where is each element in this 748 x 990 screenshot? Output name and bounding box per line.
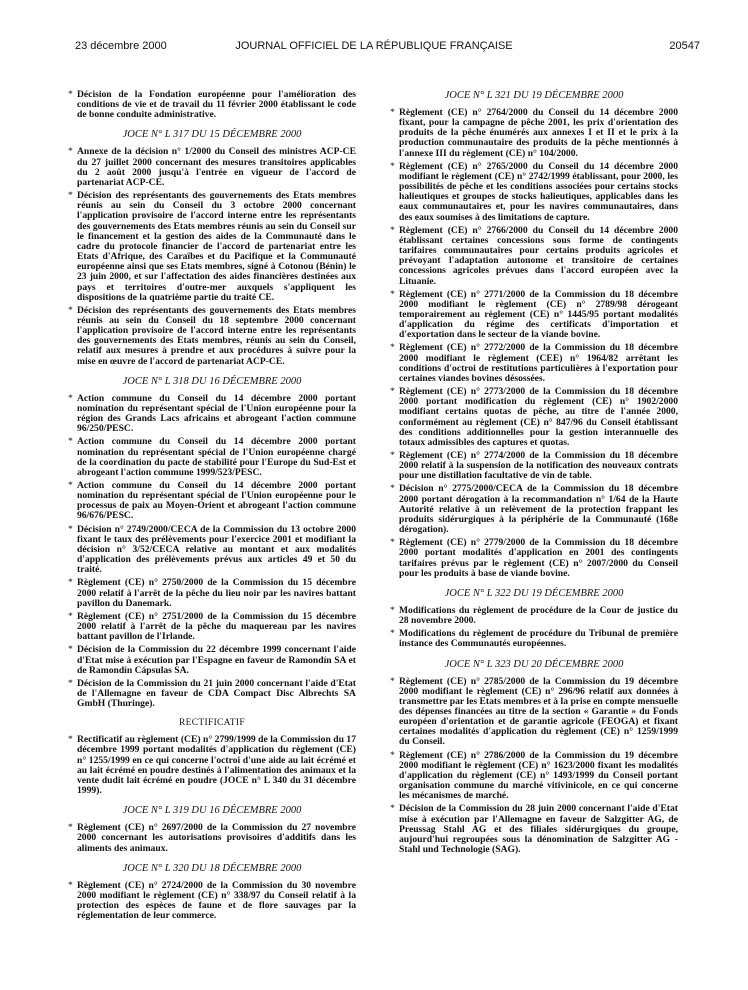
bullet-star-icon: * xyxy=(390,342,395,354)
section-heading: JOCE N° L 317 DU 15 DÉCEMBRE 2000 xyxy=(122,129,302,141)
section-heading: JOCE N° L 323 DU 20 DÉCEMBRE 2000 xyxy=(444,658,624,670)
bullet-star-icon: * xyxy=(68,644,73,656)
list-item: * Règlement (CE) n° 2785/2000 de la Commission du 19 décembre 2000 modifiant le règlement (CE) n° 296/96 relatif aux données à transmettre par les Etats membres et à la prise en compte mensuelle des dépenses financées au titre de la section « Garantie » du Fonds européen d'orientation et de garantie agricole (FEOGA) et fixant certaines modalités d'application du règlement (CE) n° 1259/1999 du Conseil. xyxy=(390,675,678,748)
list-item: * Règlement (CE) n° 2786/2000 de la Commission du 19 décembre 2000 modifiant le règlement (CE) n° 1623/2000 fixant les modalités d'application du règlement (CE) n° 1493/1999 du Conseil portant organisation commune du marché vitivinicole, en ce qui concerne les mécanismes de marché. xyxy=(390,749,678,802)
page-header xyxy=(0,40,748,56)
bullet-star-icon: * xyxy=(390,483,395,495)
right-column xyxy=(390,90,678,858)
list-item: * Règlement (CE) n° 2751/2000 de la Commission du 15 décembre 2000 relatif à l'arrêt de la pêche du maquereau par les navires battant pavillon de l'Irlande. xyxy=(68,610,356,643)
bullet-star-icon: * xyxy=(68,822,73,834)
list-item: * Règlement (CE) n° 2750/2000 de la Commission du 15 décembre 2000 relatif à l'arrêt de la pêche du lieu noir par les navires battant pavillon du Danemark. xyxy=(68,577,356,609)
section-heading: JOCE N° L 319 DU 16 DÉCEMBRE 2000 xyxy=(122,805,302,817)
list-item: * Modifications du règlement de procédure du Tribunal de première instance des Communautés européennes. xyxy=(390,628,678,650)
bullet-star-icon: * xyxy=(390,450,395,461)
list-item: * Action commune du Conseil du 14 décembre 2000 portant nomination du représentant spécial de l'Union européenne chargé de la coordination du pacte de stabilité pour l'Europe du Sud-Est et abrogeant l'action commune 1999/523/PESC. xyxy=(68,436,356,478)
bullet-star-icon: * xyxy=(68,304,73,316)
bullet-star-icon: * xyxy=(68,677,73,689)
page-number: 20547 xyxy=(669,40,700,52)
bullet-star-icon: * xyxy=(68,577,73,589)
bullet-star-icon: * xyxy=(390,803,395,815)
list-item: * Action commune du Conseil du 14 décembre 2000 portant nomination du représentant spécial de l'Union européenne pour la région des Grands Lacs africains et abrogeant l'action commune 96/250/PESC. xyxy=(68,392,356,435)
list-item: * Règlement (CE) n° 2766/2000 du Conseil du 14 décembre 2000 établissant certaines concessions sous forme de contingents tarifaires communautaires pour certains produits agricoles et prévoyant l'adaptation autonome et transitoire de certaines concessions agricoles prévues dans l'accord européen avec la Lituanie. xyxy=(390,224,678,287)
bullet-star-icon: * xyxy=(390,386,395,398)
list-item: * Règlement (CE) n° 2774/2000 de la Commission du 18 décembre 2000 relatif à la suspension de la notification des nouveaux contrats pour une distillation facultative de vin de table. xyxy=(390,450,678,482)
list-item: * Action commune du Conseil du 14 décembre 2000 portant nomination du représentant spécial de l'Union européenne pour le processus de paix au Moyen-Orient et abrogeant l'action commune 96/676/PESC. xyxy=(68,480,356,522)
bullet-star-icon: * xyxy=(390,604,395,616)
list-item: * Décision n° 2775/2000/CECA de la Commission du 18 décembre 2000 portant dérogation à la recommandation n° 1/64 de la Haute Autorité relative à un relèvement de la protection frappant les produits sidérurgiques à la périphérie de la Communauté (168e dérogation). xyxy=(390,483,678,536)
section-heading: JOCE N° L 322 DU 19 DÉCEMBRE 2000 xyxy=(444,587,624,599)
list-item: * Décision n° 2749/2000/CECA de la Commission du 13 octobre 2000 fixant le taux des prélèvements pour l'exercice 2001 et modifiant la décision n° 3/52/CECA relative au montant et aux modalités d'application des prélèvements prévus aux articles 49 et 50 du traité. xyxy=(68,523,356,576)
section-heading: JOCE N° L 320 DU 18 DÉCEMBRE 2000 xyxy=(122,862,302,874)
bullet-star-icon: * xyxy=(390,288,395,300)
list-item: * Règlement (CE) n° 2773/2000 de la Commission du 18 décembre 2000 portant modification du règlement (CE) n° 1902/2000 modifiant certains quotas de pêche, au titre de l'année 2000, conformément au règlement (CE) n° 847/96 du Conseil établissant des conditions additionnelles pour la gestion interannuelle des totaux admissibles des captures et quotas. xyxy=(390,386,678,448)
list-item: * Décision de la Fondation européenne pour l'amélioration des conditions de vie et de travail du 11 février 2000 établissant le code de bonne conduite administrative. xyxy=(68,89,356,121)
bullet-star-icon: * xyxy=(68,480,73,491)
list-item: * Décision de la Commission du 28 juin 2000 concernant l'aide d'Etat mise à exécution par l'Allemagne en faveur de Salzgitter AG, de Preussag Stahl AG et des filiales sidérurgiques du groupe, aujourd'hui regroupées sous la dénomination de Salzgitter AG - Stahl und Technologie (SAG). xyxy=(390,803,678,855)
bullet-star-icon: * xyxy=(390,749,395,761)
list-item: * Règlement (CE) n° 2771/2000 de la Commission du 18 décembre 2000 modifiant le règlement (CE) n° 2789/98 dérogeant temporairement au règlement (CE) n° 1445/95 portant modalités d'application du régime des certificats d'importation et d'exportation dans le secteur de la viande bovine. xyxy=(390,288,678,341)
bullet-star-icon: * xyxy=(390,107,395,118)
bullet-star-icon: * xyxy=(68,392,73,404)
list-item: * Décision des représentants des gouvernements des Etats membres réunis au sein du Conseil du 18 septembre 2000 concernant l'application provisoire de l'accord interne entre les représentants des gouvernements des Etats membres, réunis au sein du Conseil, relatif aux mesures à prendre et aux procédures à suivre pour la mise en œuvre de l'accord de partenariat ACP-CE. xyxy=(68,304,356,367)
bullet-star-icon: * xyxy=(68,436,73,448)
list-item: * Décision de la Commission du 21 juin 2000 concernant l'aide d'Etat de l'Allemagne en faveur de CDA Compact Disc Albrechts SA GmbH (Thuringe). xyxy=(68,677,356,710)
bullet-star-icon: * xyxy=(390,675,395,687)
bullet-star-icon: * xyxy=(68,610,73,622)
journal-title: JOURNAL OFFICIEL DE LA RÉPUBLIQUE FRANÇAISE xyxy=(235,40,513,52)
bullet-star-icon: * xyxy=(390,628,395,640)
list-item: * Règlement (CE) n° 2772/2000 de la Commission du 18 décembre 2000 modifiant le règlement (CEE) n° 1964/82 arrêtant les conditions d'octroi de restitutions particulières à l'exportation pour certaines viandes bovines désossées. xyxy=(390,342,678,384)
bullet-star-icon: * xyxy=(390,160,395,172)
list-item: * Règlement (CE) n° 2697/2000 de la Commission du 27 novembre 2000 concernant les autorisations provisoires d'additifs dans les aliments des animaux. xyxy=(68,822,356,854)
section-heading: JOCE N° L 318 DU 16 DÉCEMBRE 2000 xyxy=(122,375,302,387)
list-item: * Décision des représentants des gouvernements des Etats membres réunis au sein du Conseil du 3 octobre 2000 concernant l'application provisoire de l'accord interne entre les représentants des gouvernements des Etats membres réunis au sein du Conseil sur le financement et la gestion des aides de la Communauté dans le cadre du protocole financier de l'accord de partenariat entre les Etats d'Afrique, des Caraïbes et du Pacifique et la Communauté européenne ainsi que ses Etats membres, signé à Cotonou (Bénin) le 23 juin 2000, et sur l'affectation des aides financières destinées aux pays et territoires d'outre-mer auxquels s'appliquent les dispositions de la quatrième partie du traité CE. xyxy=(68,190,356,303)
list-item: * Règlement (CE) n° 2764/2000 du Conseil du 14 décembre 2000 fixant, pour la campagne de pêche 2001, les prix d'orientation des produits de la pêche énumérés aux annexes I et II et le prix à la production communautaire des produits de la pêche mentionnés à l'annexe III du règlement (CE) n° 104/2000. xyxy=(390,107,678,159)
bullet-star-icon: * xyxy=(390,537,395,549)
list-item: * Règlement (CE) n° 2724/2000 de la Commission du 30 novembre 2000 modifiant le règlement (CE) n° 338/97 du Conseil relatif à la protection des espèces de faune et de flore sauvages par la réglementation de leur commerce. xyxy=(68,879,356,922)
list-item: * Décision de la Commission du 22 décembre 1999 concernant l'aide d'Etat mise à exécution par l'Espagne en faveur de Ramondín SA et de Ramondín Cápsulas SA. xyxy=(68,644,356,676)
bullet-star-icon: * xyxy=(68,523,73,535)
section-heading: RECTIFICATIF xyxy=(179,718,245,729)
list-item: * Modifications du règlement de procédure de la Cour de justice du 28 novembre 2000. xyxy=(390,604,678,627)
bullet-star-icon: * xyxy=(68,146,73,158)
bullet-star-icon: * xyxy=(68,190,73,202)
bullet-star-icon: * xyxy=(390,224,395,236)
list-item: * Règlement (CE) n° 2765/2000 du Conseil du 14 décembre 2000 modifiant le règlement (CE) n° 2742/1999 établissant, pour 2000, les possibilités de pêche et les conditions associées pour certains stocks halieutiques et groupes de stocks halieutiques, applicables dans les eaux communautaires et, pour les navires communautaires, dans des eaux soumises à des limitations de capture. xyxy=(390,160,678,223)
list-item: * Rectificatif au règlement (CE) n° 2799/1999 de la Commission du 17 décembre 1999 portant modalités d'application du règlement (CE) n° 1255/1999 en ce qui concerne l'octroi d'une aide au lait écrémé et au lait écrémé en poudre destinés à l'alimentation des animaux et la vente dudit lait écrémé en poudre (JOCE n° L 340 du 31 décembre 1999). xyxy=(68,734,356,797)
bullet-star-icon: * xyxy=(68,879,73,891)
bullet-star-icon: * xyxy=(68,734,73,746)
bullet-star-icon: * xyxy=(68,89,73,100)
left-column xyxy=(68,90,356,924)
section-heading: JOCE N° L 321 DU 19 DÉCEMBRE 2000 xyxy=(444,90,624,101)
list-item: * Règlement (CE) n° 2779/2000 de la Commission du 18 décembre 2000 portant modalités d'application en 2001 des contingents tarifaires prévus par le règlement (CE) n° 2007/2000 du Conseil pour les produits à base de viande bovine. xyxy=(390,537,678,579)
header-date: 23 décembre 2000 xyxy=(75,40,167,52)
list-item: * Annexe de la décision n° 1/2000 du Conseil des ministres ACP-CE du 27 juillet 2000 concernant des mesures transitoires applicables du 2 août 2000 jusqu'à l'entrée en vigueur de l'accord de partenariat ACP-CE. xyxy=(68,146,356,188)
